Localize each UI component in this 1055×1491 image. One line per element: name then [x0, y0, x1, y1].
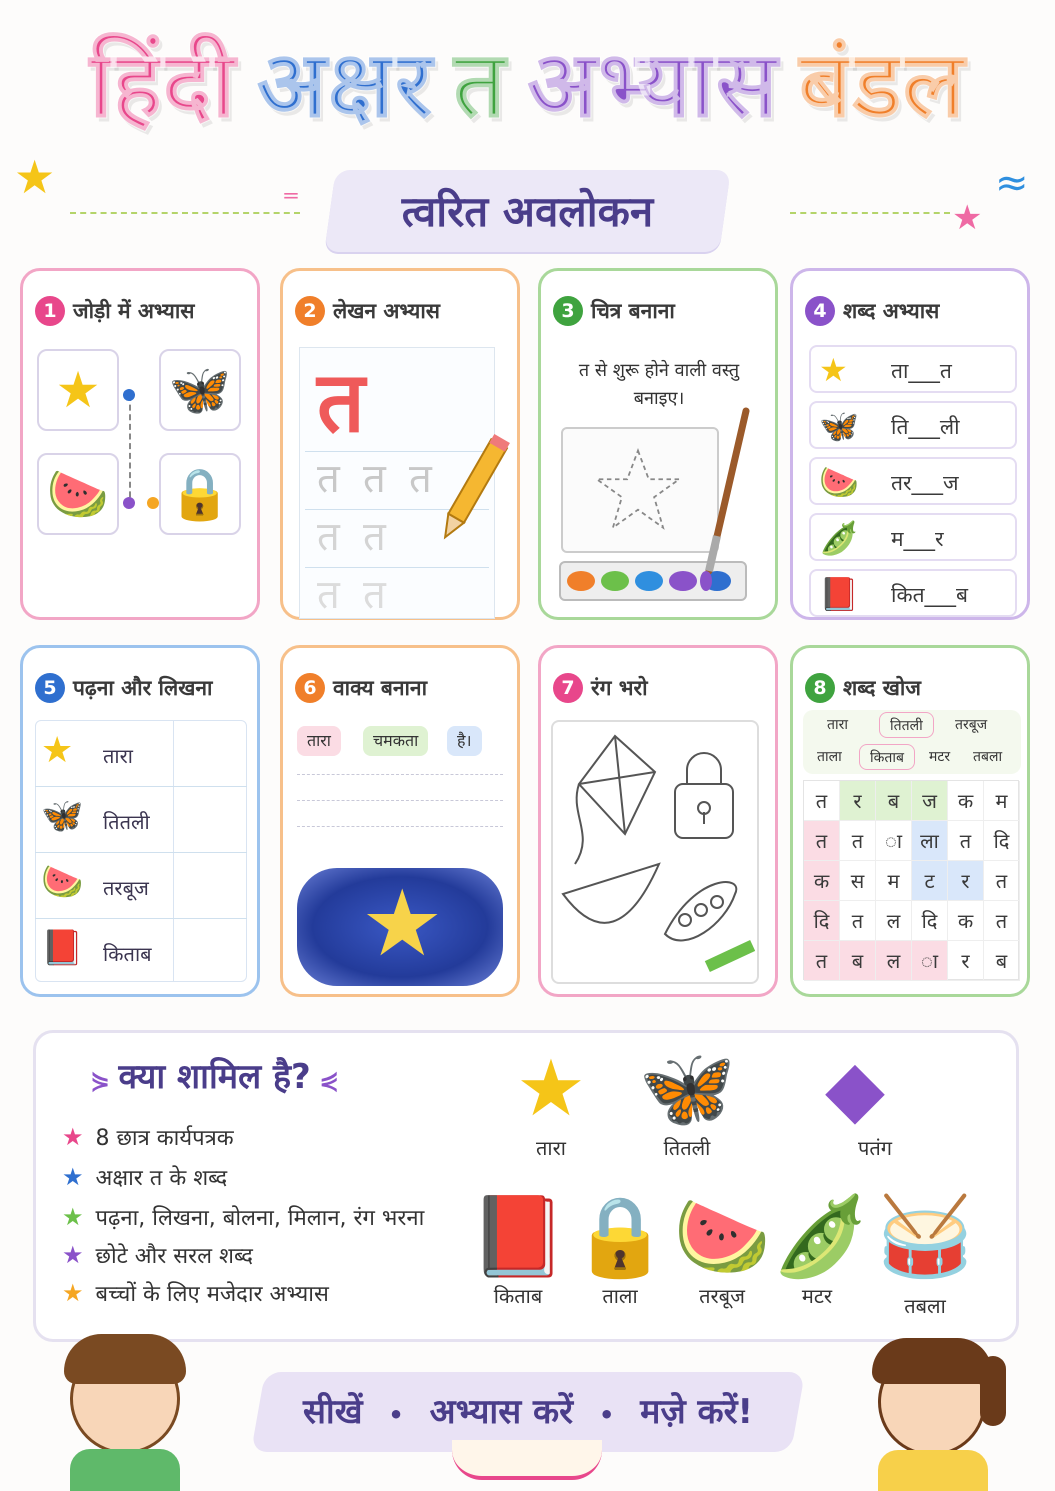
watermelon-icon: 🍉 [819, 463, 859, 501]
peas-icon: 🫛 [819, 519, 859, 557]
picture-butterfly [632, 1044, 742, 1161]
picture-label: किताब [493, 1284, 543, 1308]
match-dot [123, 497, 135, 509]
card-number: 2 [295, 296, 325, 326]
title-word: बंडल [798, 31, 966, 138]
card-pair-practice [20, 268, 260, 620]
card-title: चित्र बनाना [591, 299, 675, 323]
divider [173, 720, 174, 982]
picture-label: तबला [904, 1294, 946, 1318]
title-word: त [453, 31, 507, 138]
included-item-text: पढ़ना, लिखना, बोलना, मिलान, रंग भरना [95, 1206, 425, 1231]
included-item-text: अक्षार त के शब्द [95, 1166, 228, 1191]
slogan-part: मज़े करें! [640, 1392, 754, 1432]
grid-cell: ज [912, 781, 948, 821]
card-header [805, 670, 921, 706]
grid-cell: त [984, 901, 1020, 941]
grid-cell: ा [912, 941, 948, 981]
word-label: तरबूज [103, 876, 149, 900]
pencil-icon [433, 431, 513, 551]
card-number: 6 [295, 673, 325, 703]
watermelon-icon: 🍉 [41, 862, 84, 902]
trace-letter: त [363, 514, 386, 560]
match-dot [147, 497, 159, 509]
picture-label: तरबूज [699, 1284, 745, 1308]
star-icon: ★ [41, 730, 74, 771]
card-drawing [538, 268, 778, 620]
sparkle-icon: ⋞ [310, 1066, 340, 1094]
trace-letter: त [317, 514, 340, 560]
picture-lock [570, 1192, 670, 1309]
grid-cell: ला [912, 821, 948, 861]
trace-letter: त [363, 456, 386, 502]
picture-label: पतंग [857, 1136, 893, 1160]
coloring-outlines [555, 724, 755, 982]
card-word-search [790, 645, 1030, 997]
star-icon: ★ [62, 1163, 84, 1191]
grid-cell: क [948, 781, 984, 821]
lock-icon: 🔒 [571, 1192, 669, 1282]
grid-cell: ब [876, 781, 912, 821]
grid-cell: क [948, 901, 984, 941]
grid-cell: त [804, 821, 840, 861]
grid-cell: दि [804, 901, 840, 941]
grid-cell: ल [876, 941, 912, 981]
search-word: मटर [929, 749, 951, 765]
word-chip: है। [447, 726, 482, 756]
grid-cell: ल [876, 901, 912, 941]
card-read-write [20, 645, 260, 997]
word-row [809, 345, 1017, 393]
grid-cell: त [984, 861, 1020, 901]
sparkle-icon: ⋟ [90, 1066, 119, 1094]
drawing-instruction: त से शुरू होने वाली वस्तु बनाइए। [578, 360, 740, 409]
slogan-part: सीखें [302, 1392, 363, 1432]
lock-icon: 🔒 [159, 453, 241, 535]
card-header [553, 670, 648, 706]
picture-tabla [860, 1192, 990, 1319]
grid-cell: र [840, 781, 876, 821]
watermelon-icon: 🍉 [37, 453, 119, 535]
word-blank: म___र [891, 527, 944, 551]
grid-cell: ब [840, 941, 876, 981]
table-row [41, 730, 169, 780]
included-item [62, 1122, 234, 1152]
girl-illustration [838, 1326, 1028, 1491]
subtitle: त्वरित अवलोकन [401, 187, 654, 236]
picture-book [466, 1192, 570, 1309]
peas-icon: 🫛 [772, 1192, 870, 1282]
star-icon: ★ [516, 1044, 586, 1134]
grid-cell: ट [912, 861, 948, 901]
match-line [129, 395, 131, 507]
card-sentence-building [280, 645, 520, 997]
picture-star [496, 1044, 606, 1161]
star-icon: ★ [62, 1241, 84, 1269]
word-chip: तारा [297, 726, 341, 756]
word-row [809, 513, 1017, 561]
butterfly-icon: 🦋 [638, 1044, 736, 1134]
card-number: 4 [805, 296, 835, 326]
card-header [35, 293, 194, 329]
page-title [0, 18, 1055, 148]
picture-kite [800, 1044, 910, 1161]
dashed-divider [70, 212, 300, 214]
star-icon: ★ [62, 1203, 84, 1231]
paintbrush-icon [691, 401, 761, 591]
search-word: ताला [817, 749, 842, 765]
card-number: 8 [805, 673, 835, 703]
card-header [35, 670, 213, 706]
card-title: वाक्य बनाना [333, 676, 428, 700]
included-item [62, 1162, 227, 1192]
table-row [41, 928, 169, 978]
butterfly-icon: 🦋 [159, 349, 241, 431]
word-row [809, 401, 1017, 449]
trace-letter: त [317, 456, 340, 502]
grid-cell: दि [912, 901, 948, 941]
star-icon: ★ [14, 150, 56, 204]
picture-peas [772, 1192, 870, 1309]
grid-cell: क [804, 861, 840, 901]
included-item-text: छोटे और सरल शब्द [95, 1244, 253, 1269]
grid-cell: त [840, 901, 876, 941]
card-header [295, 293, 440, 329]
grid-cell: त [804, 781, 840, 821]
star-icon: ★ [62, 1123, 84, 1151]
word-label: तितली [103, 810, 150, 834]
grid-cell: त [948, 821, 984, 861]
card-word-practice [790, 268, 1030, 620]
card-header [553, 293, 675, 329]
card-title: जोड़ी में अभ्यास [73, 299, 195, 323]
grid-cell: त [804, 941, 840, 981]
trace-letter: त [409, 456, 432, 502]
book-icon: 📕 [41, 928, 84, 968]
slogan-separator: • [598, 1401, 615, 1429]
search-word: तबला [973, 749, 1003, 765]
card-number: 3 [553, 296, 583, 326]
picture-label: ताला [602, 1284, 638, 1308]
title-word: अक्षर [256, 31, 434, 138]
word-row [809, 569, 1017, 617]
sparkle-icon: ⁼ [282, 182, 300, 222]
picture-label: तितली [663, 1136, 711, 1160]
word-blank: कित___ब [891, 583, 969, 607]
trace-letter: त [363, 572, 386, 618]
grid-cell: र [948, 861, 984, 901]
included-item [62, 1278, 329, 1308]
boy-illustration [40, 1324, 230, 1491]
included-item [62, 1202, 424, 1232]
search-word: किताब [859, 744, 915, 770]
slogan-part: अभ्यास करें [429, 1392, 574, 1432]
star-icon: ★ [952, 198, 983, 238]
card-header [805, 293, 939, 329]
butterfly-icon: 🦋 [819, 407, 859, 445]
letter-grid [803, 780, 1019, 980]
star-icon: ★ [819, 351, 848, 389]
smiling-star-icon: ★ [361, 870, 444, 977]
match-dot [123, 389, 135, 401]
word-blank: ता___त [891, 359, 952, 383]
word-label: किताब [103, 942, 152, 966]
grid-cell: त [840, 821, 876, 861]
kite-icon: ◆ [825, 1044, 885, 1134]
title-word: अभ्यास [526, 31, 779, 138]
included-item-text: 8 छात्र कार्यपत्रक [95, 1126, 234, 1151]
table-row [41, 862, 169, 912]
search-word: तरबूज [955, 717, 988, 733]
grid-cell: दि [984, 821, 1020, 861]
picture-label: मटर [801, 1284, 833, 1308]
grid-cell: ा [876, 821, 912, 861]
big-letter: त [317, 353, 365, 451]
star-icon: ★ [37, 349, 119, 431]
butterfly-icon: 🦋 [41, 796, 84, 836]
card-number: 5 [35, 673, 65, 703]
sparkle-icon: ≈ [995, 160, 1029, 206]
included-heading [90, 1052, 339, 1098]
book-icon: 📕 [819, 575, 859, 613]
watermelon-icon: 🍉 [673, 1192, 771, 1282]
picture-watermelon [672, 1192, 772, 1309]
card-title: रंग भरो [591, 676, 648, 700]
book-icon: 📕 [469, 1192, 567, 1282]
word-blank: ति___ली [891, 415, 960, 439]
title-word: हिंदी [89, 31, 237, 138]
trace-letter: त [317, 572, 340, 618]
search-word: तितली [879, 712, 934, 738]
dotted-star-icon [593, 447, 683, 533]
card-title: शब्द अभ्यास [843, 299, 940, 323]
word-label: तारा [103, 744, 133, 768]
grid-cell: म [876, 861, 912, 901]
dashed-divider [790, 212, 950, 214]
table-row [41, 796, 169, 846]
slogan-separator: • [388, 1401, 404, 1429]
grid-cell: ब [984, 941, 1020, 981]
star-icon: ★ [62, 1279, 84, 1307]
footer-slogan [258, 1382, 798, 1442]
card-number: 7 [553, 673, 583, 703]
grid-cell: म [984, 781, 1020, 821]
card-title: पढ़ना और लिखना [73, 676, 213, 700]
included-item-text: बच्चों के लिए मजेदार अभ्यास [95, 1282, 329, 1307]
search-word: तारा [827, 717, 848, 733]
tabla-icon: 🥁 [876, 1192, 974, 1282]
card-coloring [538, 645, 778, 997]
word-chip: चमकता [363, 726, 428, 756]
included-item [62, 1240, 253, 1270]
included-title: क्या शामिल है? [118, 1057, 311, 1097]
card-header [295, 670, 427, 706]
card-writing-practice [280, 268, 520, 620]
grid-cell: र [948, 941, 984, 981]
word-blank: तर___ज [891, 471, 959, 495]
open-book-icon [452, 1440, 602, 1480]
grid-cell: स [840, 861, 876, 901]
card-title: लेखन अभ्यास [333, 299, 440, 323]
word-row [809, 457, 1017, 505]
card-number: 1 [35, 296, 65, 326]
card-title: शब्द खोज [843, 676, 921, 700]
picture-label: तारा [536, 1136, 566, 1160]
